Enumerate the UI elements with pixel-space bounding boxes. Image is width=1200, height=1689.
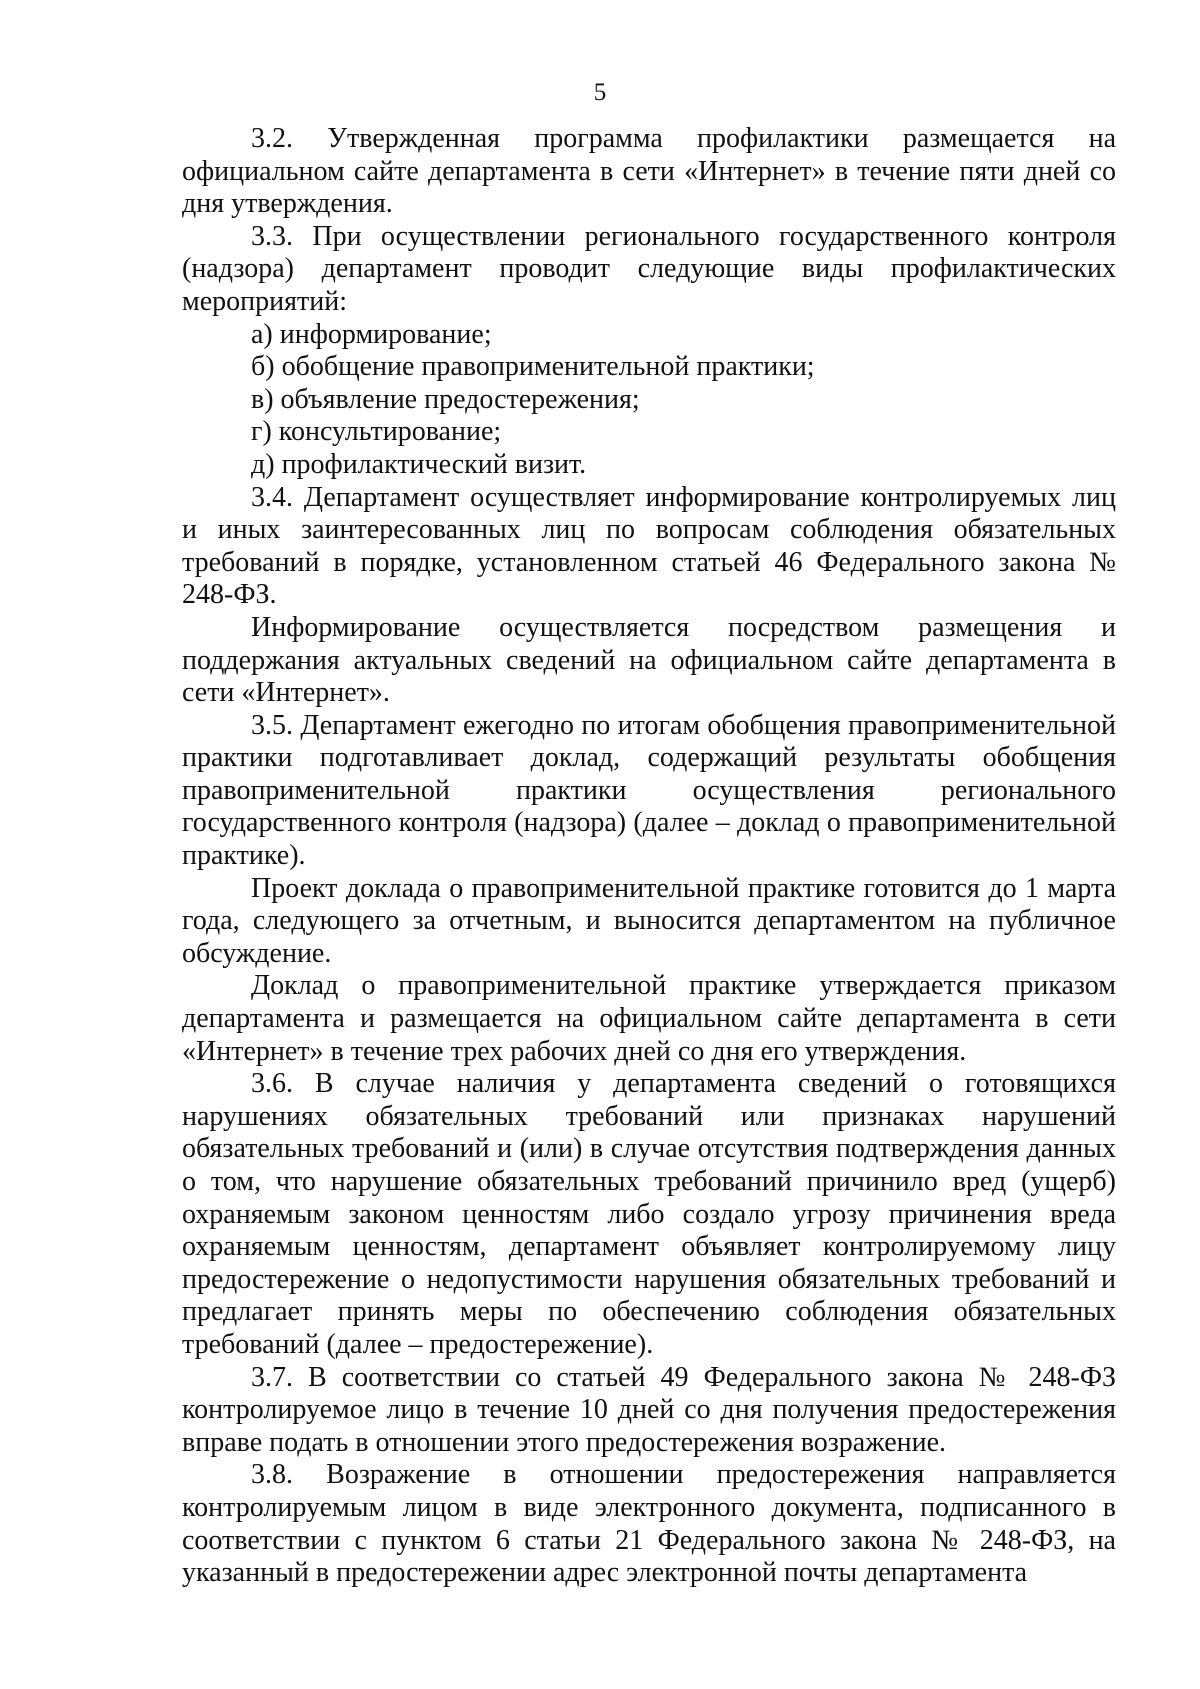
paragraph-3-8: 3.8. Возражение в отношении предостережения направляется контролируемым лицом в виде электронного документа, подписанного в соответствии с пунктом 6 статьи 21 Федерального закона № 248-ФЗ, на указанный в предостережении адрес электронной почты департамента: [182, 1459, 1116, 1589]
list-item-d: д) профилактический визит.: [251, 448, 587, 480]
paragraph-3-2: 3.2. Утвержденная программа профилактики размещается на официальном сайте департамента в сети «Интернет» в течение пяти дней со дня утверждения.: [182, 123, 1116, 220]
paragraph-3-7: 3.7. В соответствии со статьей 49 Федерального закона № 248-ФЗ контролируемое лицо в течение 10 дней со дня получения предостережения вправе подать в отношении этого предостережения возражение.: [182, 1361, 1116, 1458]
list-item-b: б) обобщение правоприменительной практики;: [251, 351, 815, 383]
paragraph-3-4: 3.4. Департамент осуществляет информирование контролируемых лиц и иных заинтересованных лиц по вопросам соблюдения обязательных требований в порядке, установленном статьей 46 Федерального закона № 248-ФЗ.: [182, 481, 1116, 611]
list-item-g: г) консультирование;: [251, 416, 502, 448]
paragraph-3-3: 3.3. При осуществлении регионального государственного контроля (надзора) департамент проводит следующие виды профилактических мероприятий:: [182, 220, 1116, 317]
paragraph-3-6: 3.6. В случае наличия у департамента сведений о готовящихся нарушениях обязательных требований или признаках нарушений обязательных требований и (или) в случае отсутствия подтверждения данных о том, что нарушение обязательных требований причинило вред (ущерб) охраняемым законом ценностям либо создало угрозу причинения вреда охраняемым ценностям, департамент объявляет контролируемому лицу предостережение о недопустимости нарушения обязательных требований и предлагает принять меры по обеспечению соблюдения обязательных требований (далее – предостережение).: [182, 1068, 1116, 1360]
paragraph-report-approval: Доклад о правоприменительной практике утверждается приказом департамента и размещается на официальном сайте департамента в сети «Интернет» в течение трех рабочих дней со дня его утверждения.: [182, 970, 1116, 1067]
list-item-a: а) информирование;: [251, 318, 492, 350]
page-number: 5: [593, 79, 607, 106]
document-body: [182, 123, 1116, 1590]
paragraph-3-5: 3.5. Департамент ежегодно по итогам обобщения правоприменительной практики подготавливает доклад, содержащий результаты обобщения правоприменительной практики осуществления регионального государственного контроля (надзора) (далее – доклад о правоприменительной практике).: [182, 709, 1116, 872]
paragraph-informing: Информирование осуществляется посредством размещения и поддержания актуальных сведений на официальном сайте департамента в сети «Интернет».: [182, 611, 1116, 709]
paragraph-report-draft: Проект доклада о правоприменительной практике готовится до 1 марта года, следующего за отчетным, и выносится департаментом на публичное обсуждение.: [182, 872, 1116, 969]
list-item-v: в) объявление предостережения;: [251, 383, 640, 415]
